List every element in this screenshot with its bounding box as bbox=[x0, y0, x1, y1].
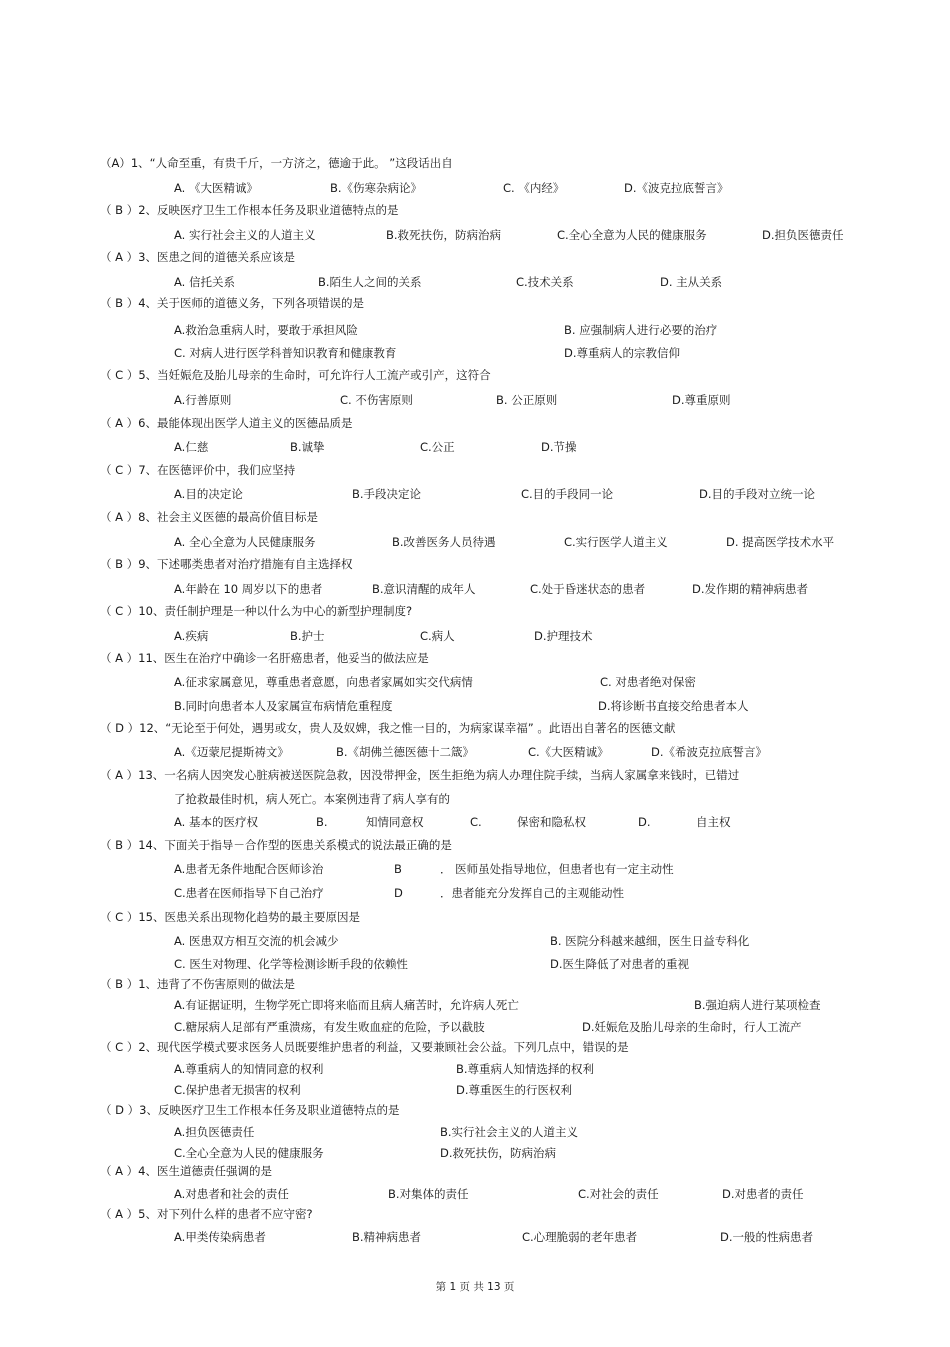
question-stem: （ A ）11、医生在治疗中确诊一名肝癌患者，他妥当的做法应是 bbox=[100, 651, 429, 665]
answer-option: A.对患者和社会的责任 bbox=[174, 1187, 289, 1201]
answer-option: B.改善医务人员待遇 bbox=[392, 535, 496, 549]
question-stem: （ D ）3、反映医疗卫生工作根本任务及职业道德特点的是 bbox=[100, 1103, 400, 1117]
answer-option: B.同时向患者本人及家属宣布病情危重程度 bbox=[174, 699, 393, 713]
answer-option: D.发作期的精神病患者 bbox=[692, 582, 809, 596]
answer-option: B.尊重病人知情选择的权利 bbox=[456, 1062, 595, 1076]
answer-option: C.保护患者无损害的权利 bbox=[174, 1083, 301, 1097]
answer-option: A.行善原则 bbox=[174, 393, 232, 407]
answer-option: A.患者无条件地配合医师诊治 bbox=[174, 862, 324, 876]
question-stem: （ B ）1、违背了不伤害原则的做法是 bbox=[100, 977, 296, 991]
answer-option: A.尊重病人的知情同意的权利 bbox=[174, 1062, 324, 1076]
answer-option: A. 全心全意为人民健康服务 bbox=[174, 535, 316, 549]
answer-option: 知情同意权 bbox=[366, 815, 424, 829]
answer-option: B. 医院分科越来越细，医生日益专科化 bbox=[550, 934, 750, 948]
answer-option: B bbox=[394, 862, 402, 876]
answer-option: A.救治急重病人时，要敢于承担风险 bbox=[174, 323, 358, 337]
answer-option: D.《波克拉底誓言》 bbox=[624, 181, 729, 195]
answer-option: B. 应强制病人进行必要的治疗 bbox=[564, 323, 718, 337]
answer-option: D. 提高医学技术水平 bbox=[726, 535, 835, 549]
answer-option: B.精神病患者 bbox=[352, 1230, 422, 1244]
question-stem: （ A ）3、医患之间的道德关系应该是 bbox=[100, 250, 295, 264]
answer-option: A.《迈蒙尼提斯祷文》 bbox=[174, 745, 289, 759]
answer-option: D.护理技术 bbox=[534, 629, 593, 643]
answer-option: D.一般的性病患者 bbox=[720, 1230, 814, 1244]
answer-option: B.护士 bbox=[290, 629, 325, 643]
question-stem: （ C ）15、医患关系出现物化趋势的最主要原因是 bbox=[100, 910, 360, 924]
answer-option: B.《胡佛兰德医德十二箴》 bbox=[336, 745, 475, 759]
answer-option: C. 医生对物理、化学等检测诊断手段的依赖性 bbox=[174, 957, 408, 971]
answer-option: A.征求家属意见，尊重患者意愿，向患者家属如实交代病情 bbox=[174, 675, 473, 689]
answer-option: D. 主从关系 bbox=[660, 275, 723, 289]
question-stem: （ B ）14、下面关于指导－合作型的医患关系模式的说法最正确的是 bbox=[100, 838, 452, 852]
answer-option: C.对社会的责任 bbox=[578, 1187, 659, 1201]
answer-option: ． 医师虽处指导地位，但患者也有一定主动性 bbox=[440, 862, 674, 876]
answer-option: B.强迫病人进行某项检查 bbox=[694, 998, 821, 1012]
answer-option: D.《希波克拉底誓言》 bbox=[651, 745, 768, 759]
question-stem: （A）1、“人命至重，有贵千斤，一方济之，德逾于此。 ”这段话出自 bbox=[100, 156, 453, 170]
question-stem: （ A ）8、社会主义医德的最高价值目标是 bbox=[100, 510, 318, 524]
answer-option: 自主权 bbox=[696, 815, 731, 829]
answer-option: A.目的决定论 bbox=[174, 487, 243, 501]
question-stem: （ B ）9、下述哪类患者对治疗措施有自主选择权 bbox=[100, 557, 353, 571]
question-stem: （ B ）2、反映医疗卫生工作根本任务及职业道德特点的是 bbox=[100, 203, 399, 217]
answer-option: D bbox=[394, 886, 403, 900]
answer-option: C. 对患者绝对保密 bbox=[600, 675, 696, 689]
answer-option: C.技术关系 bbox=[516, 275, 574, 289]
answer-option: B.意识清醒的成年人 bbox=[372, 582, 476, 596]
answer-option: A.担负医德责任 bbox=[174, 1125, 255, 1139]
question-stem: （ A ）13、一名病人因突发心脏病被送医院急救，因没带押金，医生拒绝为病人办理住院手续，当病人家属拿来钱时，已错过 bbox=[100, 768, 740, 782]
answer-option: A. 医患双方相互交流的机会减少 bbox=[174, 934, 339, 948]
question-stem: （ C ）2、现代医学模式要求医务人员既要维护患者的利益，又要兼顾社会公益。下列几点中，错误的是 bbox=[100, 1040, 629, 1054]
answer-option: A. 《大医精诚》 bbox=[174, 181, 258, 195]
answer-option: D.尊重医生的行医权利 bbox=[456, 1083, 573, 1097]
answer-option: C. 不伤害原则 bbox=[340, 393, 413, 407]
answer-option: A. 实行社会主义的人道主义 bbox=[174, 228, 316, 242]
answer-option: B.诚挚 bbox=[290, 440, 325, 454]
answer-option: C.患者在医师指导下自己治疗 bbox=[174, 886, 324, 900]
answer-option: D.尊重病人的宗教信仰 bbox=[564, 346, 681, 360]
answer-option: D.担负医德责任 bbox=[762, 228, 844, 242]
answer-option: D.将诊断书直接交给患者本人 bbox=[598, 699, 749, 713]
answer-option: D.对患者的责任 bbox=[722, 1187, 804, 1201]
answer-option: A.疾病 bbox=[174, 629, 209, 643]
question-stem: （ A ）6、最能体现出医学人道主义的医德品质是 bbox=[100, 416, 353, 430]
answer-option: B.对集体的责任 bbox=[388, 1187, 469, 1201]
answer-option: C. bbox=[470, 815, 482, 829]
answer-option: C.心理脆弱的老年患者 bbox=[522, 1230, 638, 1244]
answer-option: A.甲类传染病患者 bbox=[174, 1230, 266, 1244]
answer-option: B. 公正原则 bbox=[496, 393, 558, 407]
answer-option: B.《伤寒杂病论》 bbox=[330, 181, 423, 195]
answer-option: C. 《内经》 bbox=[503, 181, 565, 195]
answer-option: D.尊重原则 bbox=[672, 393, 731, 407]
answer-option: 保密和隐私权 bbox=[517, 815, 586, 829]
answer-option: C.目的手段同一论 bbox=[521, 487, 614, 501]
answer-option: D. bbox=[638, 815, 651, 829]
answer-option: A. 基本的医疗权 bbox=[174, 815, 258, 829]
question-stem: （ A ）4、医生道德责任强调的是 bbox=[100, 1164, 272, 1178]
question-stem: （ C ）7、在医德评价中，我们应坚持 bbox=[100, 463, 296, 477]
answer-option: B.救死扶伤，防病治病 bbox=[386, 228, 502, 242]
answer-option: ．患者能充分发挥自己的主观能动性 bbox=[440, 886, 624, 900]
answer-option: D.救死扶伤，防病治病 bbox=[440, 1146, 557, 1160]
question-stem: （ C ）10、责任制护理是一种以什么为中心的新型护理制度? bbox=[100, 604, 413, 618]
question-stem: （ C ）5、当妊娠危及胎儿母亲的生命时，可允许行人工流产或引产，这符合 bbox=[100, 368, 491, 382]
answer-option: B.手段决定论 bbox=[352, 487, 422, 501]
question-stem: （ A ）5、对下列什么样的患者不应守密? bbox=[100, 1207, 313, 1221]
answer-option: D.目的手段对立统一论 bbox=[699, 487, 816, 501]
answer-option: B. bbox=[316, 815, 328, 829]
answer-option: C.处于昏迷状态的患者 bbox=[530, 582, 646, 596]
answer-option: B.陌生人之间的关系 bbox=[318, 275, 422, 289]
answer-option: C.糖尿病人足部有严重溃疡，有发生败血症的危险，予以截肢 bbox=[174, 1020, 485, 1034]
answer-option: C.公正 bbox=[420, 440, 455, 454]
question-stem: （ D ）12、“无论至于何处，遇男或女，贵人及奴婢，我之惟一目的，为病家谋幸福” 。此语出自著名的医德文献 bbox=[100, 721, 676, 735]
answer-option: C.实行医学人道主义 bbox=[564, 535, 668, 549]
answer-option: C.全心全意为人民的健康服务 bbox=[174, 1146, 324, 1160]
answer-option: 了抢救最佳时机，病人死亡。本案例违背了病人享有的 bbox=[174, 792, 450, 806]
page-footer: 第 1 页 共 13 页 bbox=[435, 1281, 515, 1293]
question-stem: （ B ）4、关于医师的道德义务，下列各项错误的是 bbox=[100, 296, 365, 310]
answer-option: C. 对病人进行医学科普知识教育和健康教育 bbox=[174, 346, 397, 360]
answer-option: A.有证据证明，生物学死亡即将来临而且病人痛苦时，允许病人死亡 bbox=[174, 998, 519, 1012]
answer-option: A. 信托关系 bbox=[174, 275, 235, 289]
answer-option: C.全心全意为人民的健康服务 bbox=[557, 228, 707, 242]
answer-option: C.病人 bbox=[420, 629, 455, 643]
answer-option: D.节操 bbox=[541, 440, 577, 454]
answer-option: A.仁慈 bbox=[174, 440, 209, 454]
answer-option: D.妊娠危及胎儿母亲的生命时，行人工流产 bbox=[582, 1020, 802, 1034]
answer-option: B.实行社会主义的人道主义 bbox=[440, 1125, 579, 1139]
answer-option: C.《大医精诚》 bbox=[528, 745, 609, 759]
answer-option: D.医生降低了对患者的重视 bbox=[550, 957, 690, 971]
answer-option: A.年龄在 10 周岁以下的患者 bbox=[174, 582, 323, 596]
